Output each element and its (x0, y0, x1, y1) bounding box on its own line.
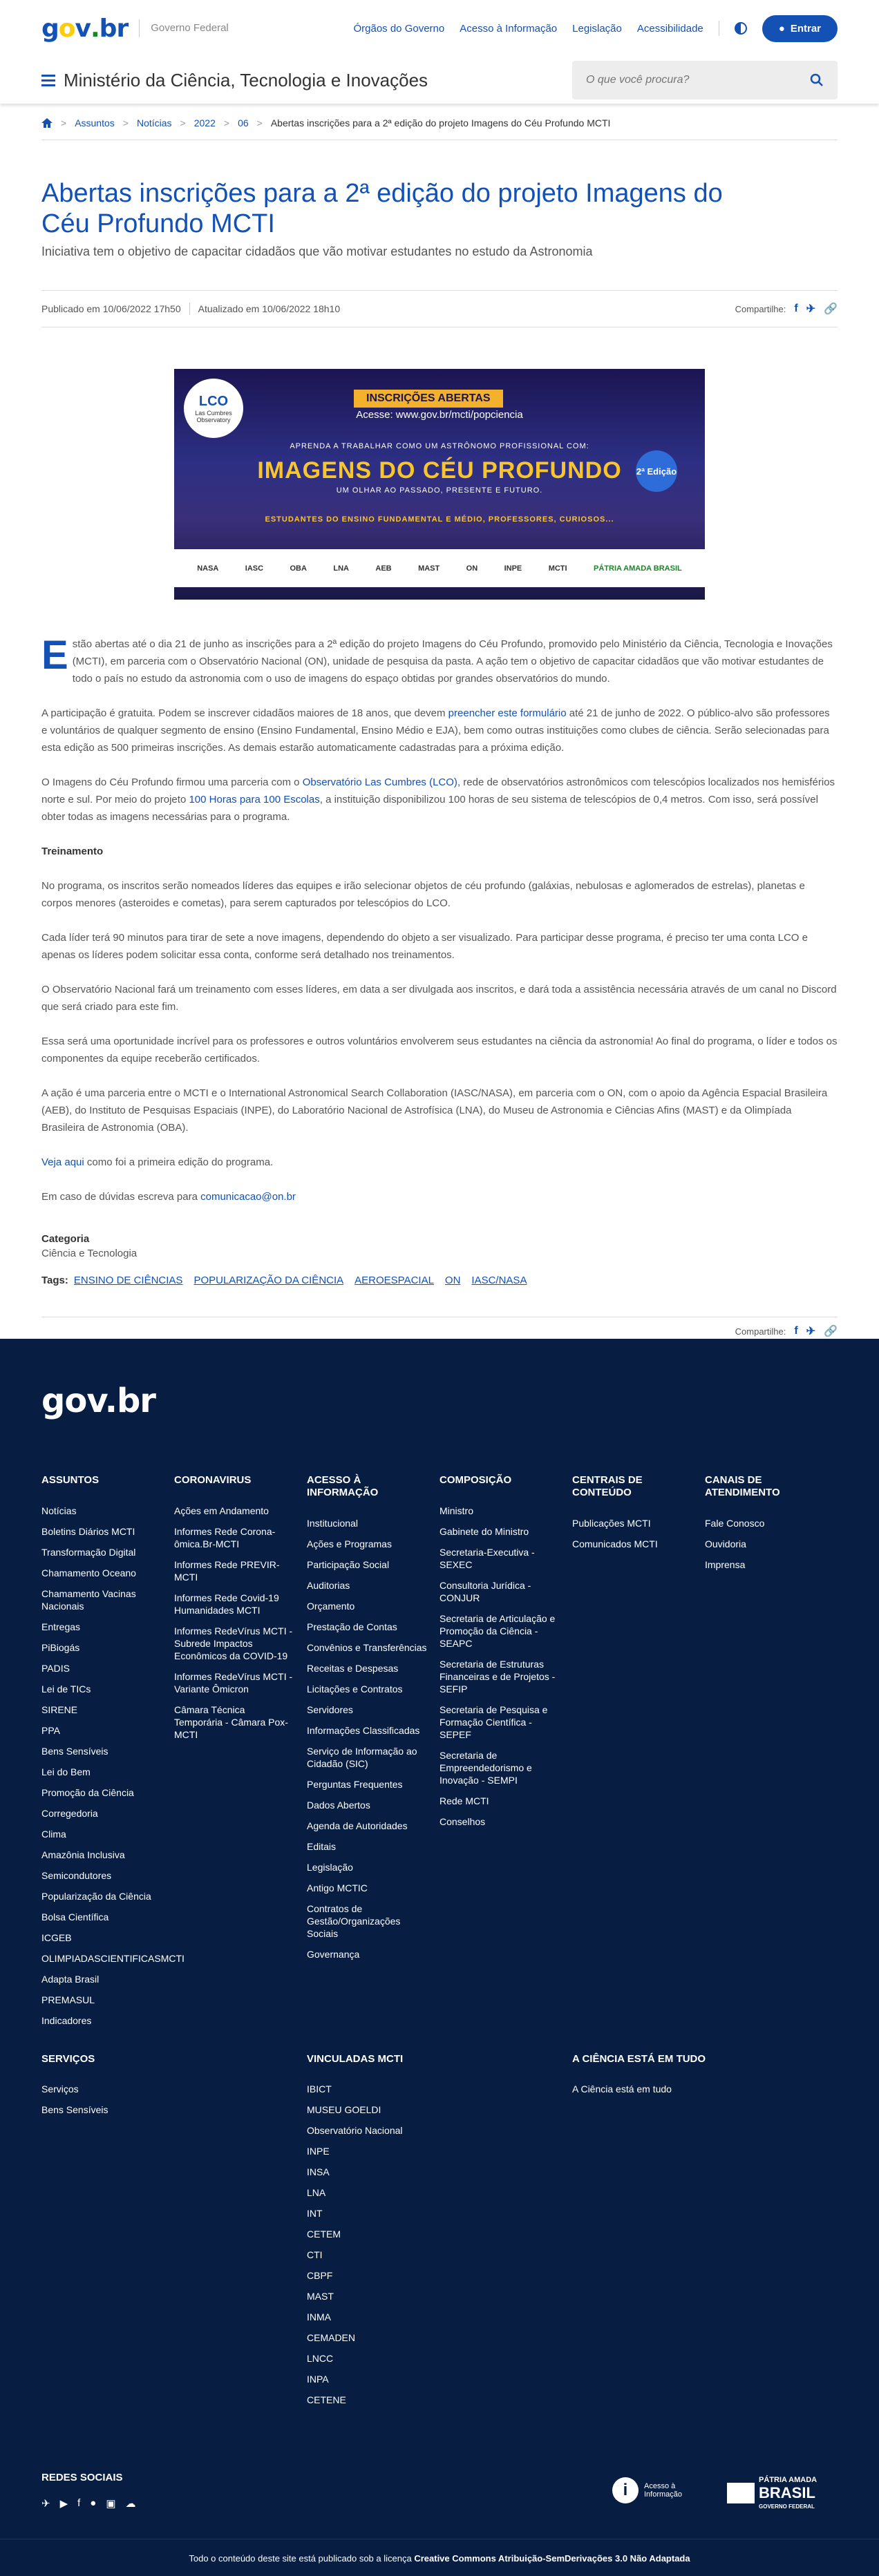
footer-column-title: ACESSO À INFORMAÇÃO (307, 1474, 379, 1498)
footer-link[interactable]: MAST (307, 2291, 334, 2302)
footer-column-title: CENTRAIS DE CONTEÚDO (572, 1474, 643, 1498)
enter-label: Entrar (790, 22, 821, 35)
footer-link[interactable]: Imprensa (705, 1559, 746, 1570)
banner-url: Acesse: www.gov.br/mcti/popciencia (356, 409, 523, 421)
search-box (572, 61, 838, 99)
footer-link[interactable]: Secretaria de Articulação e Promoção da Ciência - SEAPC (440, 1613, 556, 1649)
youtube-icon[interactable]: ▶ (59, 2498, 68, 2510)
footer-link[interactable]: INT (307, 2208, 323, 2219)
tags-block (41, 1275, 838, 1286)
footer-link[interactable]: Amazônia Inclusiva (41, 1849, 125, 1860)
paragraph-text: , rede de observatórios astronômicos com telescópios localizados nos hemisférios norte e sul. Por meio do projeto (41, 776, 835, 805)
lco-text: LCO (198, 393, 229, 409)
logo-part: . (90, 14, 100, 43)
paragraph: No programa, os inscritos serão nomeados líderes das equipes e irão selecionar objetos de céu profundo (galáxias, nebulosas e aglomerados de estrelas), planetas e corpos menores (asteroides e cometas), para serem capturados por telescópios do LCO. (41, 880, 805, 909)
category-block (41, 1233, 838, 1259)
footer-column (41, 1474, 185, 2035)
footer-columns-row2 (41, 2053, 838, 2405)
partner-logos (174, 549, 705, 587)
paragraph (41, 705, 838, 756)
footer-column (572, 1474, 705, 2035)
100-horas-link[interactable]: 100 Horas para 100 Escolas (189, 794, 320, 805)
footer-column (307, 2053, 514, 2414)
footer-link[interactable]: INMA (307, 2311, 331, 2322)
social-section (41, 2472, 136, 2510)
social-icons (41, 2497, 136, 2510)
footer-link[interactable]: INSA (307, 2166, 330, 2177)
copyright (0, 2539, 879, 2564)
chevron-right-icon: > (223, 117, 230, 128)
footer-link[interactable]: Câmara Técnica Temporária - Câmara Pox-MCTI (174, 1704, 288, 1740)
tag-link[interactable]: AEROESPACIAL (355, 1275, 434, 1286)
banner-tagline: APRENDA A TRABALHAR COMO UM ASTRÔNOMO PROFISSIONAL COM: (290, 442, 589, 450)
link-icon[interactable]: 🔗 (824, 303, 838, 315)
edition-badge: 2ª Edição (636, 450, 677, 492)
paragraph (41, 774, 838, 826)
footer-link[interactable]: Receitas e Despesas (307, 1663, 399, 1674)
footer-link[interactable]: Bens Sensíveis (41, 1746, 108, 1757)
footer-link[interactable]: Ações e Programas (307, 1538, 392, 1549)
footer-link[interactable]: Servidores (307, 1704, 353, 1715)
tags-label: Tags: (41, 1275, 68, 1286)
footer-link[interactable]: PADIS (41, 1663, 70, 1674)
footer-link[interactable]: Licitações e Contratos (307, 1683, 403, 1695)
footer-link[interactable]: CEMADEN (307, 2332, 356, 2343)
info-icon: i (612, 2477, 639, 2503)
footer-link[interactable]: Boletins Diários MCTI (41, 1526, 135, 1537)
paragraph (41, 1154, 838, 1171)
promo-banner (174, 369, 705, 600)
email-link[interactable]: comunicacao@on.br (200, 1191, 296, 1203)
published-date: Publicado em 10/06/2022 17h50 (41, 303, 181, 314)
share-bar (735, 1324, 838, 1338)
copyright-text: Todo o conteúdo deste site está publicado sob a licença (189, 2553, 415, 2564)
footer-link[interactable]: Secretaria de Pesquisa e Formação Científica - SEPEF (440, 1704, 548, 1740)
footer-column (440, 1474, 572, 2035)
footer-link[interactable]: Conselhos (440, 1816, 486, 1827)
footer-link[interactable]: Rede MCTI (440, 1795, 489, 1806)
footer-link[interactable]: Informes Rede PREVIR-MCTI (174, 1559, 280, 1583)
enter-button[interactable] (762, 15, 838, 42)
paragraph: O Observatório Nacional fará um treinamento com esses líderes, em data a ser divulgada aos inscritos, e dará toda a assistência necessária através de um canal no Discord que será criado para este fim. (41, 984, 837, 1013)
acesso-informacao-logo[interactable] (612, 2477, 686, 2503)
footer-link[interactable]: Transformação Digital (41, 1547, 136, 1558)
site-title[interactable]: Ministério da Ciência, Tecnologia e Inovações (64, 69, 428, 90)
user-icon: ● (778, 22, 785, 35)
footer-link[interactable]: LNA (307, 2187, 326, 2198)
footer-column (705, 1474, 838, 2035)
top-bar (0, 0, 879, 57)
chevron-right-icon: > (61, 117, 67, 128)
footer-link[interactable]: Participação Social (307, 1559, 390, 1570)
lco-logo (184, 379, 243, 438)
footer-link[interactable]: Bens Sensíveis (41, 2104, 108, 2115)
facebook-icon[interactable]: f (77, 2497, 81, 2509)
footer-link[interactable]: PREMASUL (41, 1994, 95, 2005)
article-body (41, 633, 838, 1205)
partner-logo: MAST (418, 564, 440, 573)
footer-link[interactable]: Bolsa Científica (41, 1911, 109, 1923)
partner-logo: PÁTRIA AMADA BRASIL (594, 564, 682, 573)
footer-link[interactable]: Corregedoria (41, 1808, 98, 1819)
facebook-icon[interactable]: f (794, 303, 798, 314)
paragraph-text: stão abertas até o dia 21 de junho as inscrições para a 2ª edição do projeto Imagens do Céu Profundo, promovido pelo Ministério da Ciência, Tecnologia e Inovações (MCTI), em parceria com o Observatório Nacional (ON), unidade de pesquisa da pasta. A ação tem o objetivo de capacitar cidadãos que vão motivar estudantes de todo o país no estudo da astronomia com o uso de imagens do espaço obtidas por grandes observatórios do mundo. (72, 638, 833, 685)
search-input[interactable] (586, 74, 810, 86)
paragraph: Cada líder terá 90 minutos para tirar de sete a nove imagens, dependendo do objeto a ser visualizado. Para participar desse programa, é preciso ter uma conta LCO e apenas os líderes podem solicitar essa conta, conforme será detalhado nos treinamentos. (41, 932, 808, 961)
footer-column (41, 2053, 249, 2124)
footer-link[interactable]: Comunicados MCTI (572, 1538, 658, 1549)
footer-link[interactable]: Consultoria Jurídica - CONJUR (440, 1580, 531, 1603)
menu-icon[interactable] (41, 75, 55, 86)
footer-link[interactable]: Secretaria de Estruturas Financeiras e de Projetos - SEFIP (440, 1659, 556, 1695)
footer-link[interactable]: Observatório Nacional (307, 2125, 403, 2136)
footer-columns (41, 1474, 838, 2035)
footer-link[interactable]: Chamamento Oceano (41, 1567, 136, 1578)
paragraph-text: Em caso de dúvidas escreva para (41, 1191, 201, 1203)
lco-link[interactable]: Observatório Las Cumbres (LCO) (302, 776, 457, 788)
chevron-right-icon: > (256, 117, 263, 128)
footer-link[interactable]: Notícias (41, 1505, 77, 1516)
divider (189, 303, 190, 315)
footer-column-title: CORONAVIRUS (174, 1474, 252, 1486)
paragraph: A ação é uma parceria entre o MCTI e o International Astronomical Search Collaboration (IASC/NASA), em parceria com o ON, com o apoio da Agência Espacial Brasileira (AEB), do Instituto de Pesquisas Espaciais (INPE), do Laboratório Nacional de Astrofísica (LNA), do Museu de Astronomia e Ciências Afins (MAST) e da Olimpíada Brasileira de Astronomia (OBA). (41, 1087, 828, 1134)
lco-subtext: Las Cumbres Observatory (195, 409, 232, 423)
breadcrumb-06[interactable]: 06 (238, 117, 249, 128)
paragraph-text: até 21 de junho de 2022. O público-alvo são professores e voluntários de qualquer segmento de ensino (Ensino Fundamental, Ensino Médio e EJA), bem como outras instituições como clubes de ciência. Serão selecionadas para esta edição as 500 primeiras inscrições. As demais estarão automaticamente cadastradas para a próxima edição. (41, 707, 830, 754)
link-icon[interactable]: 🔗 (824, 1326, 838, 1337)
footer-link[interactable]: Informações Classificadas (307, 1725, 420, 1736)
footer-link[interactable]: INPE (307, 2146, 330, 2157)
footer-logo[interactable]: gov.br (41, 1382, 155, 1420)
link-acessibilidade[interactable]: Acessibilidade (636, 22, 703, 35)
paragraph (41, 1188, 838, 1205)
search-icon[interactable] (810, 73, 824, 87)
govbr-logo[interactable] (41, 15, 128, 43)
footer-link[interactable]: CTI (307, 2249, 323, 2260)
patria-amada-logo (727, 2476, 817, 2510)
footer-link[interactable]: Convênios e Transferências (307, 1642, 427, 1653)
partner-logo: NASA (197, 564, 219, 573)
footer-link[interactable]: Clima (41, 1829, 66, 1840)
footer-link[interactable]: Perguntas Frequentes (307, 1779, 403, 1790)
tag-link[interactable]: POPULARIZAÇÃO DA CIÊNCIA (193, 1275, 344, 1286)
inscricoes-badge: INSCRIÇÕES ABERTAS (354, 390, 503, 408)
footer-link[interactable]: Prestação de Contas (307, 1621, 397, 1632)
footer-link[interactable]: ICGEB (41, 1932, 72, 1943)
page-title: Abertas inscrições para a 2ª edição do projeto Imagens do Céu Profundo MCTI (41, 179, 723, 238)
nav-bar (0, 57, 879, 104)
footer-link[interactable]: Agenda de Autoridades (307, 1820, 408, 1831)
breadcrumb-2022[interactable]: 2022 (193, 117, 216, 128)
veja-aqui-link[interactable]: Veja aqui (41, 1156, 84, 1168)
section-heading: Treinamento (41, 846, 104, 857)
footer-column (307, 1474, 440, 2035)
footer-link[interactable]: Informes RedeVírus MCTI - Subrede Impactos Econômicos da COVID-19 (174, 1625, 293, 1661)
footer-link[interactable]: Institucional (307, 1518, 358, 1529)
banner-sub: UM OLHAR AO PASSADO, PRESENTE E FUTURO. (336, 486, 543, 495)
footer-link[interactable]: Informes Rede Corona-ômica.Br-MCTI (174, 1526, 276, 1549)
partner-logo: INPE (504, 564, 522, 573)
twitter-icon[interactable]: ✈ (806, 303, 816, 315)
footer-link[interactable]: Informes RedeVírus MCTI - Variante Ômicron (174, 1671, 293, 1695)
soundcloud-icon[interactable]: ☁ (125, 2498, 136, 2510)
paragraph-text: como foi a primeira edição do programa. (84, 1156, 274, 1168)
license-link[interactable]: Creative Commons Atribuição-SemDerivações 3.0 Não Adaptada (414, 2553, 690, 2564)
form-link[interactable]: preencher este formulário (448, 707, 567, 719)
footer-link[interactable]: Indicadores (41, 2015, 92, 2026)
footer-column-title: ASSUNTOS (41, 1474, 100, 1486)
footer-column-title: A CIÊNCIA ESTÁ EM TUDO (572, 2053, 706, 2065)
gov-fed-text: GOVERNO FEDERAL (759, 2503, 815, 2510)
footer-link[interactable]: LNCC (307, 2353, 334, 2364)
footer-link[interactable]: Antigo MCTIC (307, 1882, 368, 1893)
article-meta (41, 290, 838, 327)
share-bar (735, 302, 838, 316)
partner-logo: AEB (375, 564, 392, 573)
logo-part: g (41, 14, 59, 43)
footer-link[interactable]: Dados Abertos (307, 1800, 370, 1811)
breadcrumb-noticias[interactable]: Notícias (136, 117, 172, 128)
partner-logo: LNA (333, 564, 349, 573)
footer-link[interactable]: Popularização da Ciência (41, 1891, 151, 1902)
footer-link[interactable]: MUSEU GOELDI (307, 2104, 381, 2115)
acesso-informacao-text: Acesso à Informação (644, 2482, 683, 2499)
footer-link[interactable]: CETENE (307, 2394, 346, 2405)
footer-link[interactable]: Editais (307, 1841, 337, 1852)
footer-link[interactable]: Gabinete do Ministro (440, 1526, 529, 1537)
footer-link[interactable]: PiBiogás (41, 1642, 80, 1653)
facebook-icon[interactable]: f (794, 1325, 798, 1337)
footer-link[interactable]: Ações em Andamento (174, 1505, 269, 1516)
footer-link[interactable]: Serviços (41, 2083, 79, 2095)
partner-logo: OBA (290, 564, 307, 573)
top-links (338, 15, 838, 42)
footer-link[interactable]: Chamamento Vacinas Nacionais (41, 1588, 136, 1612)
social-title: REDES SOCIAIS (41, 2472, 123, 2483)
brasil-text: BRASIL (759, 2484, 815, 2501)
footer-link[interactable]: IBICT (307, 2083, 332, 2095)
partner-logo: MCTI (548, 564, 567, 573)
footer-link[interactable]: INPA (307, 2374, 329, 2385)
twitter-icon[interactable]: ✈ (41, 2498, 50, 2510)
footer-link[interactable]: Orçamento (307, 1601, 355, 1612)
footer-link[interactable]: Secretaria-Executiva - SEXEC (440, 1547, 535, 1570)
partner-logo: ON (466, 564, 478, 573)
flickr-icon[interactable]: ● (90, 2497, 97, 2509)
logo-part: br (99, 14, 129, 43)
paragraph-text: O Imagens do Céu Profundo firmou uma parceria com o (41, 776, 303, 788)
page-subtitle: Iniciativa tem o objetivo de capacitar cidadãos que vão motivar estudantes no estudo da Astronomia (41, 245, 593, 258)
banner-headline: IMAGENS DO CÉU PROFUNDO (257, 457, 622, 484)
footer-column-title: SERVIÇOS (41, 2053, 95, 2065)
chevron-right-icon: > (180, 117, 186, 128)
updated-date: Atualizado em 10/06/2022 18h10 (198, 303, 341, 314)
footer-link[interactable]: CETEM (307, 2229, 341, 2240)
footer-column (174, 1474, 307, 2035)
paragraph: Essa será uma oportunidade incrível para os professores e outros voluntários envolverem seus estudantes na ciência da astronomia! Ao final do programa, o líder e todos os componentes da equipe receberão certificados. (41, 1036, 838, 1065)
footer-link[interactable]: PPA (41, 1725, 60, 1736)
governo-federal-label: Governo Federal (139, 19, 229, 37)
main-content (0, 178, 879, 1345)
footer-link[interactable]: Fale Conosco (705, 1518, 765, 1529)
flag-icon (727, 2483, 755, 2503)
banner-audience: ESTUDANTES DO ENSINO FUNDAMENTAL E MÉDIO, PROFESSORES, CURIOSOS... (265, 515, 614, 524)
footer-link[interactable]: Governança (307, 1949, 360, 1960)
footer-link[interactable]: Informes Rede Covid-19 Humanidades MCTI (174, 1592, 279, 1616)
footer-link[interactable]: CBPF (307, 2270, 333, 2281)
breadcrumb-current: Abertas inscrições para a 2ª edição do projeto Imagens do Céu Profundo MCTI (270, 117, 611, 128)
footer-link[interactable]: SIRENE (41, 1704, 78, 1715)
home-icon[interactable] (41, 118, 53, 128)
breadcrumb-assuntos[interactable]: Assuntos (75, 117, 115, 128)
footer-link[interactable]: Promoção da Ciência (41, 1787, 134, 1798)
footer-link[interactable]: Lei de TICs (41, 1683, 91, 1695)
footer-link[interactable]: Publicações MCTI (572, 1518, 651, 1529)
category-label: Categoria (41, 1233, 90, 1245)
footer-column-title: CANAIS DE ATENDIMENTO (705, 1474, 780, 1498)
paragraph-text: A participação é gratuita. Podem se inscrever cidadãos maiores de 18 anos, que devem (41, 707, 448, 719)
twitter-icon[interactable]: ✈ (806, 1326, 816, 1337)
footer-link[interactable]: Legislação (307, 1862, 353, 1873)
breadcrumb (41, 104, 838, 140)
tag-link[interactable]: ENSINO DE CIÊNCIAS (73, 1275, 183, 1286)
footer-link[interactable]: Ouvidoria (705, 1538, 746, 1549)
tag-link[interactable]: ON (444, 1275, 461, 1286)
footer-column-title: COMPOSIÇÃO (440, 1474, 512, 1486)
footer-column (572, 2053, 779, 2103)
footer-link[interactable]: Semicondutores (41, 1870, 112, 1881)
link-orgaos[interactable]: Órgãos do Governo (353, 22, 445, 35)
footer-link[interactable]: Auditorias (307, 1580, 350, 1591)
chevron-right-icon: > (122, 117, 129, 128)
footer-link[interactable]: OLIMPIADASCIENTIFICASMCTI (41, 1953, 185, 1964)
footer-link[interactable]: Serviço de Informação ao Cidadão (SIC) (307, 1746, 417, 1769)
logo-part: v (75, 14, 91, 43)
logo-part: o (58, 14, 75, 43)
partner-logo: IASC (245, 564, 264, 573)
share-label: Compartilhe: (735, 1326, 786, 1337)
category-value: Ciência e Tecnologia (41, 1248, 138, 1259)
link-acesso-informacao[interactable]: Acesso à Informação (460, 22, 558, 35)
drop-cap: E (41, 633, 68, 678)
footer-link[interactable]: Contratos de Gestão/Organizações Sociais (307, 1903, 401, 1939)
share-label: Compartilhe: (735, 303, 786, 314)
instagram-icon[interactable]: ▣ (106, 2498, 116, 2510)
contrast-icon[interactable] (735, 22, 747, 35)
footer-link[interactable]: A Ciência está em tudo (572, 2083, 672, 2095)
footer-column-title: VINCULADAS MCTI (307, 2053, 404, 2065)
patria-text: PÁTRIA AMADA (759, 2476, 817, 2484)
tag-link[interactable]: IASC/NASA (471, 1275, 527, 1286)
paragraph-text: , a instituição disponibilizou 100 horas de seu sistema de telescópios de 0,4 metros. Com isso, será possível obter todas as imagens necessárias para o programa. (41, 794, 818, 823)
footer-link[interactable]: Adapta Brasil (41, 1974, 100, 1985)
footer-link[interactable]: Secretaria de Empreendedorismo e Inovação - SEMPI (440, 1750, 532, 1786)
paragraph (41, 633, 838, 687)
footer-link[interactable]: Ministro (440, 1505, 474, 1516)
footer-link[interactable]: Lei do Bem (41, 1766, 91, 1777)
footer-link[interactable]: Entregas (41, 1621, 81, 1632)
link-legislacao[interactable]: Legislação (572, 22, 622, 35)
